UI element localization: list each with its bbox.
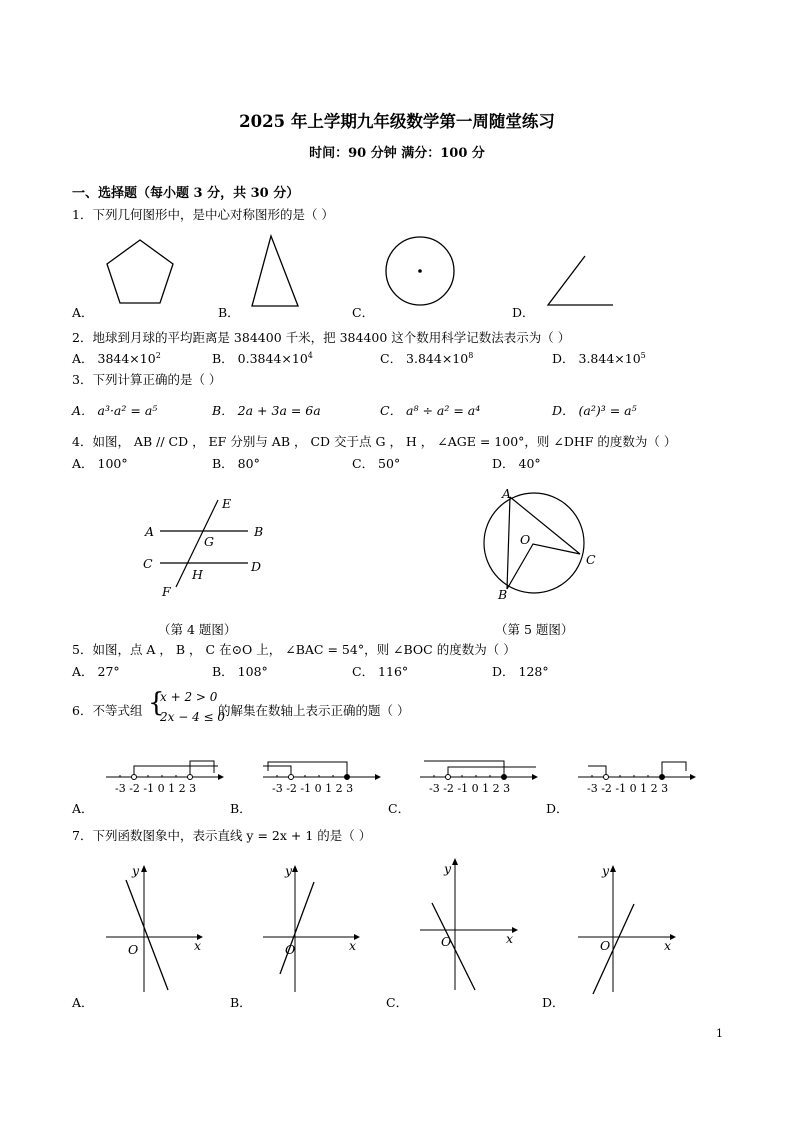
label-e: E <box>222 496 232 511</box>
system-brace: { <box>148 688 165 718</box>
q1-option-d[interactable]: D． <box>512 305 535 320</box>
label-o: O <box>520 532 531 547</box>
pentagon-shape <box>107 240 173 303</box>
label-f: F <box>162 584 171 599</box>
q4-option-a[interactable]: A． 100° <box>72 456 128 471</box>
q7-graph-c <box>414 855 519 995</box>
q3-option-d[interactable]: D． (a²)³ = a⁵ <box>552 403 637 418</box>
q5-option-d[interactable]: D． 128° <box>492 664 549 679</box>
figure-4-parallel-lines <box>130 490 290 605</box>
graph-line <box>280 882 314 974</box>
q5-option-c[interactable]: C． 116° <box>352 664 409 679</box>
q7-graph-a <box>100 862 200 997</box>
q5-option-b[interactable]: B． 108° <box>212 664 268 679</box>
q1-option-c[interactable]: C． <box>352 305 375 320</box>
graph-line <box>432 903 475 990</box>
svg-text:x: x <box>349 938 357 953</box>
q6-stem-pre: 6．不等式组 <box>72 703 143 718</box>
q1-figures <box>60 228 740 318</box>
number-line-b <box>263 762 381 780</box>
q5-option-a[interactable]: A． 27° <box>72 664 120 679</box>
q7-option-b[interactable]: B． <box>230 995 252 1010</box>
svg-text:x: x <box>664 938 672 953</box>
q2-option-c[interactable]: C． $3.844\times 10^8$ <box>380 350 474 366</box>
q1-option-a[interactable]: A． <box>72 305 94 320</box>
svg-text:O: O <box>441 934 452 949</box>
q4-option-b[interactable]: B． 80° <box>212 456 260 471</box>
q7-graph-b <box>257 862 357 997</box>
svg-text:y: y <box>444 861 452 876</box>
graph-line <box>126 880 168 990</box>
q7-stem: 7．下列函数图象中，表示直线 y = 2x + 1 的是（ ） <box>72 828 372 843</box>
label-c: C <box>586 552 596 567</box>
page-title: 2025 年上学期九年级数学第一周随堂练习 <box>239 112 555 131</box>
q7-option-d[interactable]: D． <box>542 995 565 1010</box>
q4-option-d[interactable]: D． 40° <box>492 456 541 471</box>
q7-graph-d <box>572 862 677 997</box>
q3-option-c[interactable]: C． a⁸ ÷ a² = a⁴ <box>380 403 481 418</box>
q6-ticks-d: -3 -2 -1 0 1 2 3 <box>587 782 669 795</box>
number-line-c <box>420 761 538 780</box>
section-heading: 一、选择题（每小题 3 分，共 30 分） <box>72 186 300 201</box>
label-g: G <box>204 534 214 549</box>
label-d: D <box>251 559 262 574</box>
q3-option-b[interactable]: B． 2a + 3a = 6a <box>212 403 321 418</box>
q6-option-b[interactable]: B． <box>230 801 252 816</box>
q7-option-a[interactable]: A． <box>72 995 94 1010</box>
angle-shape <box>548 256 613 305</box>
exam-meta: 时间：90 分钟 满分：100 分 <box>309 146 485 161</box>
figure-5-caption: （第 5 题图） <box>495 622 574 637</box>
svg-text:O: O <box>285 942 296 957</box>
q6-ticks-a: -3 -2 -1 0 1 2 3 <box>115 782 197 795</box>
q2-option-d[interactable]: D． $3.844\times 10^5$ <box>552 350 646 366</box>
circle-center-dot <box>418 269 422 273</box>
label-b: B <box>498 587 508 602</box>
q6-option-a[interactable]: A． <box>72 801 94 816</box>
q1-stem: 1．下列几何图形中，是中心对称图形的是（ ） <box>72 207 334 222</box>
svg-text:y: y <box>132 863 140 878</box>
q6-stem-post: 的解集在数轴上表示正确的题（ ） <box>218 703 410 718</box>
label-a: A <box>502 486 512 501</box>
q6-option-c[interactable]: C． <box>388 801 411 816</box>
q4-stem: 4．如图， AB // CD ， EF 分别与 AB ， CD 交于点 G ， H ， ∠AGE = 100°，则 ∠DHF 的度数为（ ） <box>72 434 677 449</box>
q2-option-a[interactable]: A． $3844\times 10^2$ <box>72 350 161 366</box>
q6-option-d[interactable]: D． <box>546 801 569 816</box>
q6-ticks-c: -3 -2 -1 0 1 2 3 <box>429 782 511 795</box>
q6-inequality-1: x + 2 > 0 <box>160 690 218 704</box>
q2-option-b[interactable]: B． $0.3844\times 10^4$ <box>212 350 313 366</box>
q4-option-c[interactable]: C． 50° <box>352 456 401 471</box>
q7-option-c[interactable]: C． <box>386 995 409 1010</box>
chord-path <box>507 497 580 589</box>
q6-inequality-2: 2x − 4 ≤ 0 <box>160 710 226 724</box>
label-c: C <box>143 556 153 571</box>
q5-stem: 5．如图，点 A ， B ， C 在⊙O 上， ∠BAC = 54°，则 ∠BOC 的度数为（ ） <box>72 642 516 657</box>
svg-text:y: y <box>602 863 610 878</box>
isosceles-triangle-shape <box>252 236 298 306</box>
q1-option-b[interactable]: B． <box>218 305 240 320</box>
page-number: 1 <box>716 1027 723 1040</box>
svg-text:x: x <box>194 938 202 953</box>
q6-ticks-b: -3 -2 -1 0 1 2 3 <box>272 782 354 795</box>
label-h: H <box>192 567 203 582</box>
svg-text:O: O <box>128 942 139 957</box>
q3-stem: 3．下列计算正确的是（ ） <box>72 372 222 387</box>
figure-5-circle <box>470 482 610 607</box>
svg-text:x: x <box>506 931 514 946</box>
q2-stem: 2．地球到月球的平均距离是 384400 千米，把 384400 这个数用科学记数法表示为（ ） <box>72 330 571 345</box>
q3-option-a[interactable]: A． a³·a² = a⁵ <box>72 403 158 418</box>
label-b: B <box>254 524 264 539</box>
label-a: A <box>145 524 155 539</box>
number-line-d <box>578 762 696 780</box>
svg-text:y: y <box>285 863 293 878</box>
number-line-a <box>106 761 224 780</box>
figure-4-caption: （第 4 题图） <box>158 622 237 637</box>
svg-text:O: O <box>600 938 611 953</box>
